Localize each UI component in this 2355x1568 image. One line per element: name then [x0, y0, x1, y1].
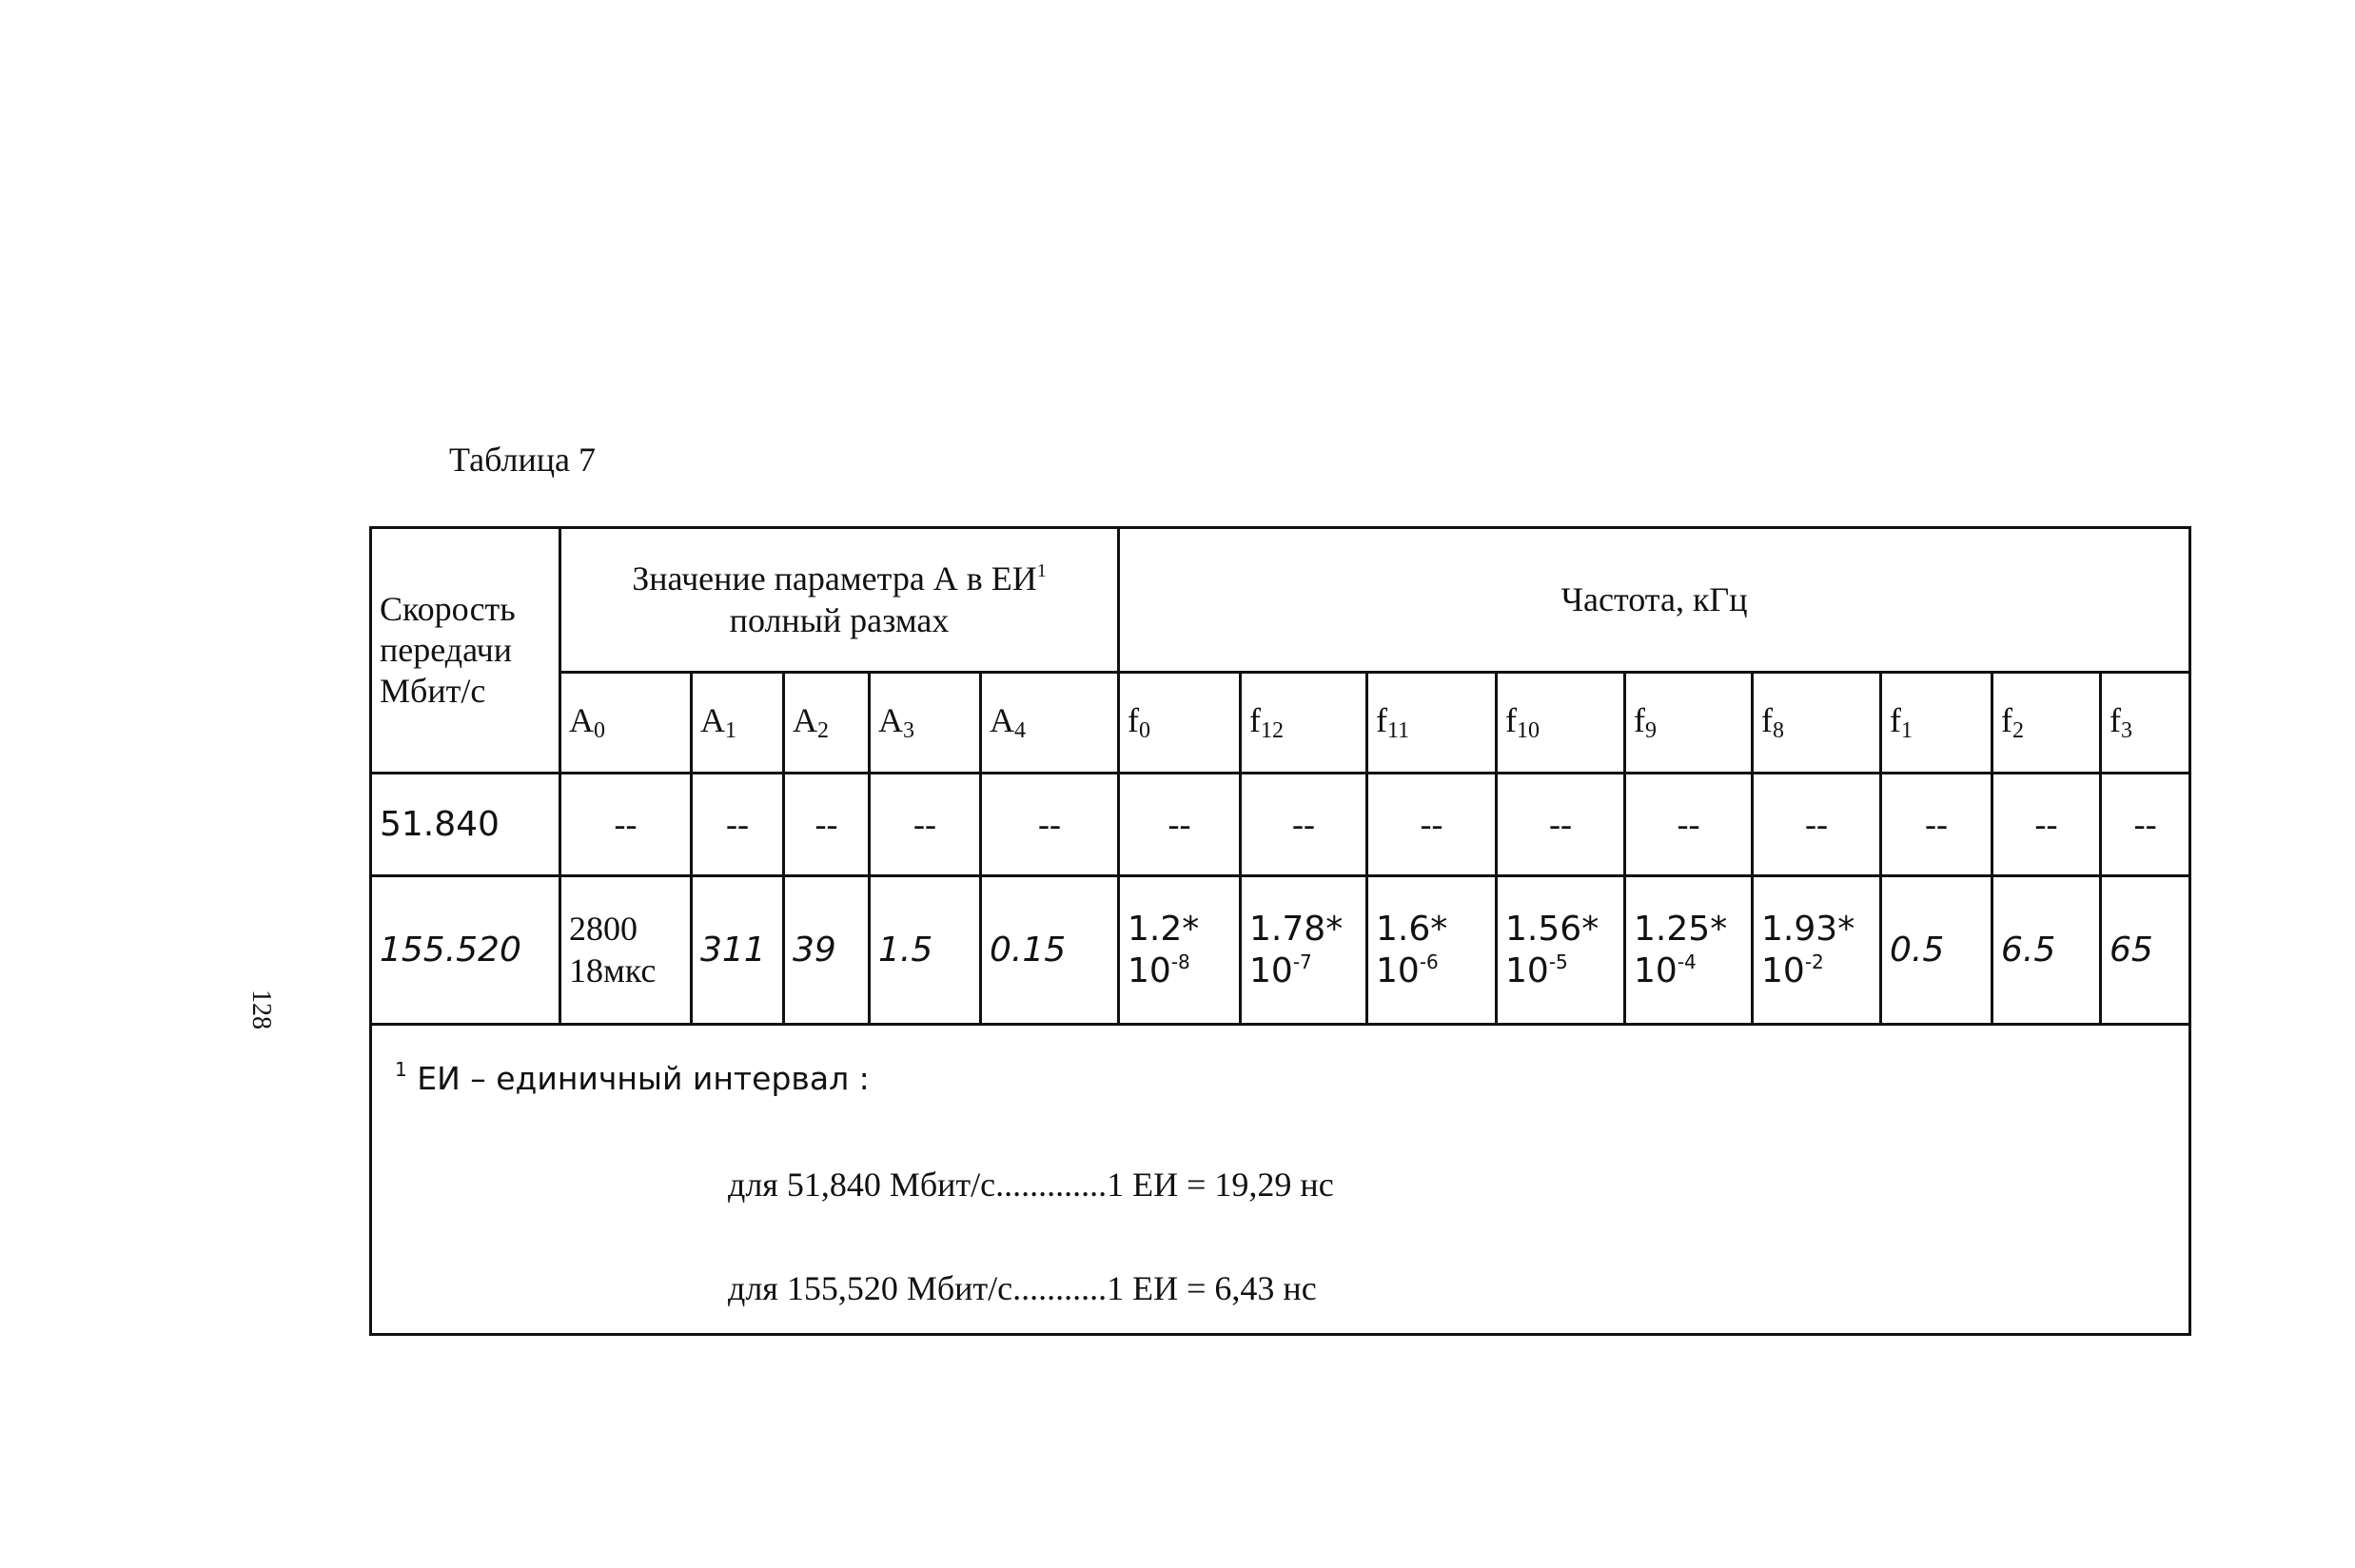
sci-base: 10 — [1249, 951, 1293, 990]
sci-exp: -5 — [1548, 950, 1568, 973]
sci-base: 10 — [1128, 951, 1171, 990]
table-cell — [1497, 876, 1625, 1025]
table-cell: -- — [1881, 774, 1992, 876]
freq-col-header: $f_1$ — [1881, 673, 1992, 774]
sci-base: 10 — [1761, 951, 1805, 990]
table-cell: -- — [1367, 774, 1497, 876]
speed-cell: 155.520 — [371, 876, 560, 1025]
page-number: 128 — [246, 990, 276, 1029]
table-caption: Таблица 7 — [449, 441, 596, 479]
table-cell: -- — [1625, 774, 1753, 876]
sci-exp: -4 — [1677, 950, 1697, 973]
table-cell: 6.5 — [1992, 876, 2101, 1025]
cell-line: 18мкс — [569, 951, 657, 990]
param-group-subtitle: полный размах — [729, 600, 950, 639]
sci-exp: -8 — [1170, 950, 1190, 973]
param-group-title: Значение параметра А в ЕИ — [632, 559, 1037, 598]
footnote-marker: 1 — [1036, 560, 1047, 582]
table-cell: 0.5 — [1881, 876, 1992, 1025]
table-cell: 65 — [2101, 876, 2190, 1025]
sci-base: 10 — [1505, 951, 1549, 990]
param-group-header — [560, 528, 1119, 673]
table-cell: 0.15 — [981, 876, 1119, 1025]
freq-group-header — [1119, 528, 2190, 673]
footnote-cell — [371, 1025, 2190, 1335]
freq-col-header: $f_{10}$ — [1497, 673, 1625, 774]
param-col-header: $A_3$ — [870, 673, 981, 774]
table-row — [371, 876, 2190, 1025]
table-cell — [560, 876, 692, 1025]
table-cell: -- — [981, 774, 1119, 876]
freq-col-header: $f_3$ — [2101, 673, 2190, 774]
param-col-header: $A_0$ — [560, 673, 692, 774]
table-cell: -- — [692, 774, 784, 876]
table-cell: 311 — [692, 876, 784, 1025]
speed-header-line: Мбит/с — [380, 672, 486, 711]
table-cell: 39 — [784, 876, 870, 1025]
sci-exp: -2 — [1804, 950, 1824, 973]
table-cell: -- — [1992, 774, 2101, 876]
table-cell — [1753, 876, 1881, 1025]
speed-header-line: передачи — [380, 630, 512, 669]
footnote-title: ЕИ – единичный интервал : — [417, 1060, 870, 1097]
freq-col-header: $f_{11}$ — [1367, 673, 1497, 774]
table-cell: -- — [870, 774, 981, 876]
table-cell: -- — [1241, 774, 1367, 876]
speed-header-line: Скорость — [380, 589, 516, 628]
footnote-line: для 51,840 Мбит/с.............1 ЕИ = 19,29 нс — [728, 1165, 1334, 1204]
footnote-title-line — [395, 1058, 2166, 1098]
footnote-line: для 155,520 Мбит/с...........1 ЕИ = 6,43 нс — [728, 1268, 1317, 1307]
sci-base: 10 — [1376, 951, 1420, 990]
param-col-header: $A_2$ — [784, 673, 870, 774]
table-cell: 1.5 — [870, 876, 981, 1025]
cell-line: 1.93* — [1761, 910, 1855, 950]
table-cell: -- — [560, 774, 692, 876]
table-cell: -- — [1119, 774, 1241, 876]
header-row — [371, 528, 2190, 673]
freq-col-header: $f_{12}$ — [1241, 673, 1367, 774]
speed-cell: 51.840 — [371, 774, 560, 876]
sci-base: 10 — [1634, 951, 1678, 990]
symbol-row — [371, 673, 2190, 774]
cell-line: 1.2* — [1128, 910, 1200, 950]
table-cell: -- — [784, 774, 870, 876]
speed-header-cell — [371, 528, 560, 774]
sci-exp: -7 — [1292, 950, 1312, 973]
footnote-marker: 1 — [395, 1058, 407, 1081]
table-cell: -- — [2101, 774, 2190, 876]
table-cell: -- — [1497, 774, 1625, 876]
freq-col-header: $f_9$ — [1625, 673, 1753, 774]
data-table — [369, 526, 2191, 1336]
notes-row — [371, 1025, 2190, 1335]
freq-col-header: $f_0$ — [1119, 673, 1241, 774]
table-cell — [1625, 876, 1753, 1025]
table-row — [371, 774, 2190, 876]
freq-col-header: $f_2$ — [1992, 673, 2101, 774]
cell-line: 1.25* — [1634, 910, 1728, 950]
table-cell — [1119, 876, 1241, 1025]
param-col-header: $A_4$ — [981, 673, 1119, 774]
cell-line: 1.6* — [1376, 910, 1448, 950]
table-cell: -- — [1753, 774, 1881, 876]
cell-line: 2800 — [569, 910, 638, 949]
cell-line: 1.78* — [1249, 910, 1344, 950]
freq-col-header: $f_8$ — [1753, 673, 1881, 774]
table-cell — [1241, 876, 1367, 1025]
param-col-header: $A_1$ — [692, 673, 784, 774]
freq-group-title: Частота, кГц — [1560, 579, 1748, 618]
table-cell — [1367, 876, 1497, 1025]
sci-exp: -6 — [1419, 950, 1439, 973]
cell-line: 1.56* — [1505, 910, 1599, 950]
